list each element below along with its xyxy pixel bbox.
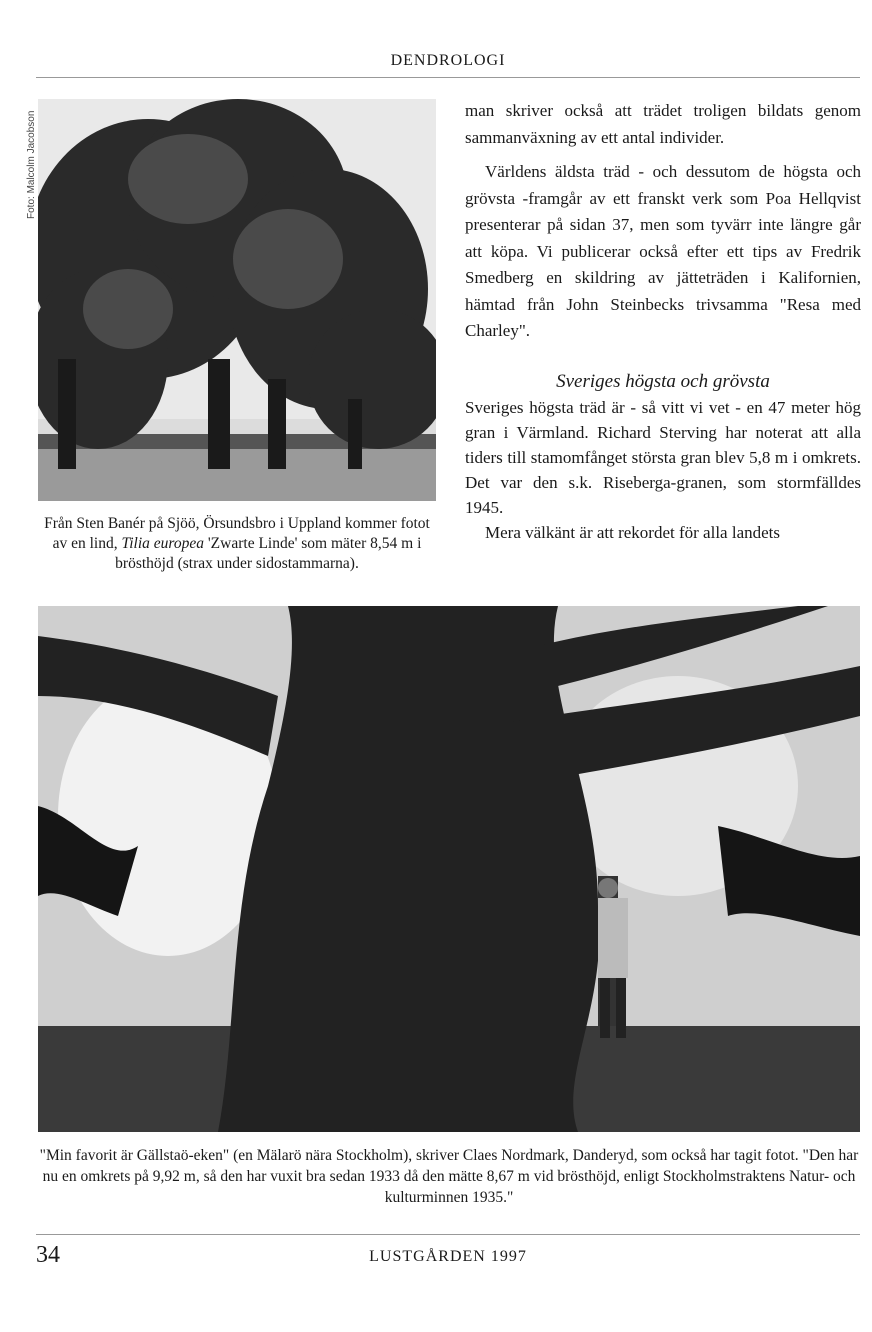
oak-photo-caption: "Min favorit är Gällstaö-eken" (en Mälarö nära Stockholm), skriver Claes Nordmark, Danderyd, som också har tagit fotot. "Den har nu en omkrets på 9,92 m, så den har vuxit bra sedan 1933 då den mätte 8,67 m vid brösthöjd, enligt Stockholmstraktens Natur- och kulturminnen 1935." (39, 1147, 859, 1206)
footer-rule (36, 1234, 860, 1235)
paragraph-1: man skriver också att trädet troligen bildats genom sammanväxning av ett antal individer. (465, 101, 861, 147)
caption-top-species: Tilia europea (121, 535, 205, 552)
caption-top-text: Från Sten Banér på Sjöö, Örsundsbro i Uppland kommer fotot av en lind, (44, 515, 430, 552)
oak-tree-photo (38, 606, 860, 1132)
caption-top-text-end: 'Zwarte Linde' som mäter 8,54 m i brösthöjd (strax under sidostammarna). (115, 535, 422, 572)
paragraph-4: Mera välkänt är att rekordet för alla landets (485, 522, 781, 542)
paragraph-3: Sveriges högsta träd är - så vitt vi vet - en 47 meter hög gran i Värmland. Richard Sterving har noterat att alla tiders till stamomfånget största gran blev 5,8 m i omkrets. Det var den s.k. Riseberga-granen, som stormfälldes 1945. (465, 397, 861, 517)
photo-credit: Foto: Malcolm Jacobson (26, 110, 37, 220)
paragraph-2: Världens äldsta träd - och dessutom de högsta och grövsta -framgår av ett franskt verk som Poa Hellqvist presenterar på sidan 37, men som tyvärr inte längre går att köpa. Vi publicerar också efter ett tips av Fredrik Smedberg en skildring av jätteträden i Kalifornien, hämtad från John Steinbecks trivsamma "Resa med Charley". (465, 162, 861, 340)
linden-tree-photo (38, 99, 436, 501)
section-heading: Sveriges högsta och grövsta (556, 370, 770, 392)
running-header: DENDROLOGI (390, 52, 506, 69)
header-rule (36, 77, 860, 78)
page-number: 34 (36, 1242, 60, 1268)
linden-photo-caption (38, 514, 436, 574)
running-footer: LUSTGÅRDEN 1997 (369, 1248, 527, 1265)
article-column (465, 98, 861, 545)
